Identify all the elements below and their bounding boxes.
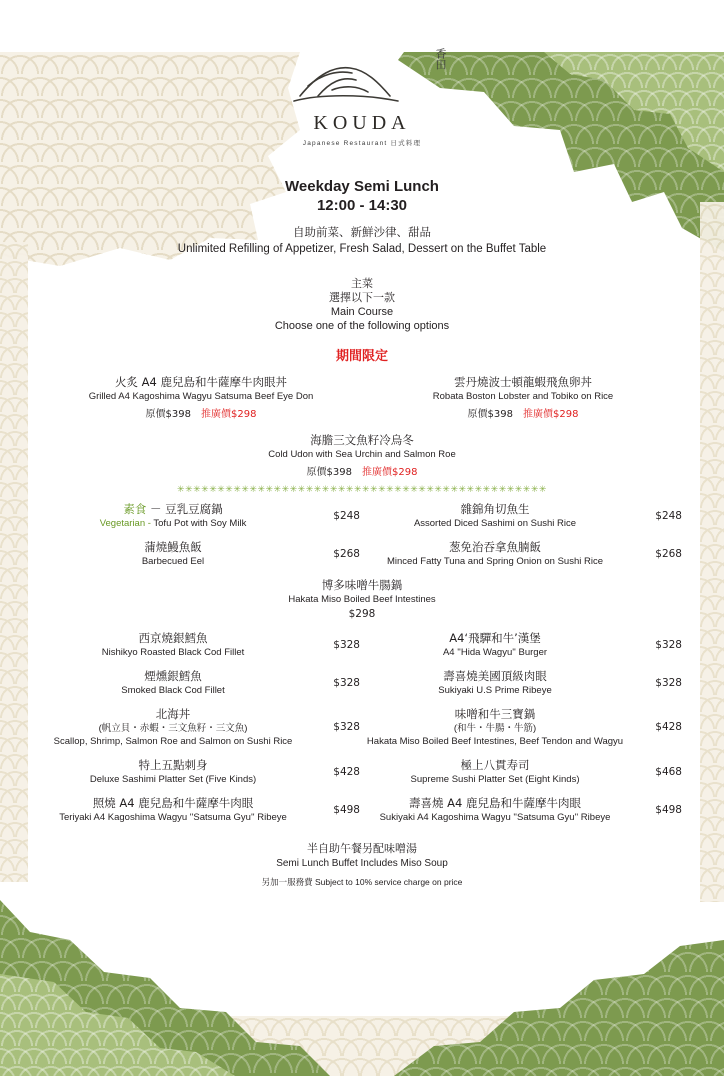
course-line-2: 選擇以下一款 <box>329 291 395 304</box>
item-name-cn: 特上五點刺身 <box>138 758 208 772</box>
item-price: $328 <box>333 676 360 689</box>
table-row <box>40 795 684 824</box>
item-price: $328 <box>333 721 360 733</box>
item-price: $428 <box>655 721 682 733</box>
course-line-3: Main Course <box>330 306 394 318</box>
course-line-4: Choose one of the following options <box>274 320 450 332</box>
item-name-sub: (和牛・牛腸・牛筋) <box>453 723 537 734</box>
menu-item <box>362 501 684 530</box>
item-name-en: Sukiyaki A4 Kagoshima Wagyu ''Satsuma Gyu'' Ribeye <box>379 812 611 823</box>
item-price: $268 <box>333 547 360 560</box>
menu-title: Weekday Semi Lunch <box>285 178 439 195</box>
promo-row <box>40 374 684 420</box>
item-name-cn: 煙燻銀鱈魚 <box>144 669 202 683</box>
item-name-en: Smoked Black Cod Fillet <box>121 685 225 696</box>
item-price: $328 <box>333 638 360 651</box>
item-name-cn: 壽喜燒美國頂級肉眼 <box>443 669 547 683</box>
vegetarian-label-cn: 素食 <box>123 502 147 516</box>
item-name-en: Minced Fatty Tuna and Spring Onion on Sushi Rice <box>387 556 603 567</box>
item-price: $268 <box>655 547 682 560</box>
item-name-en: Sukiyaki U.S Prime Ribeye <box>438 685 552 696</box>
menu-header <box>40 177 684 255</box>
item-name-en: Deluxe Sashimi Platter Set (Five Kinds) <box>89 774 257 785</box>
menu-items-grid <box>40 501 684 824</box>
item-price-line <box>40 463 684 478</box>
menu-item <box>362 539 684 568</box>
table-row <box>40 668 684 697</box>
logo-kanji: 香田 <box>434 48 447 70</box>
logo-subtitle: Japanese Restaurant 日式料理 <box>302 140 422 147</box>
item-promo-price: 推廣價$298 <box>201 409 257 420</box>
menu-item <box>362 706 684 748</box>
limited-time-label: 期間限定 <box>335 349 388 364</box>
menu-item <box>40 668 362 697</box>
item-price-line <box>40 405 362 420</box>
promo-item-udon <box>40 432 684 478</box>
item-price: $298 <box>348 608 376 620</box>
item-name-en: A4 ''Hida Wagyu'' Burger <box>442 647 548 658</box>
menu-item <box>40 706 362 748</box>
item-name-cn: A4‘飛驒和牛’漢堡 <box>449 631 541 645</box>
item-name-cn: 雲丹燒波士頓龍蝦飛魚卵丼 <box>454 375 592 389</box>
table-row <box>40 757 684 786</box>
item-name-cn: 海膽三文魚籽冷烏冬 <box>310 433 414 447</box>
course-line-1: 主菜 <box>351 277 373 290</box>
table-row <box>40 706 684 748</box>
item-name-en: Teriyaki A4 Kagoshima Wagyu ''Satsuma Gyu'' Ribeye <box>59 812 287 823</box>
item-promo-price: 推廣價$298 <box>523 409 579 420</box>
item-name-cn: 壽喜燒 A4 鹿兒島和牛薩摩牛肉眼 <box>409 796 581 810</box>
menu-item <box>362 757 684 786</box>
item-old-price: 原價$398 <box>306 467 352 478</box>
course-instructions <box>40 277 684 333</box>
item-name-cn: 火炙 A4 鹿兒島和牛薩摩牛肉眼丼 <box>115 375 287 389</box>
vegetarian-dash: － <box>150 502 162 516</box>
item-name-cn: 北海丼 <box>155 707 191 721</box>
menu-item <box>362 630 684 659</box>
table-row <box>40 501 684 530</box>
promo-item <box>362 374 684 420</box>
item-name-cn: 博多味噌牛腸鍋 <box>321 578 403 592</box>
promo-item <box>40 374 362 420</box>
item-name-sub: (帆立貝・赤蝦・三文魚籽・三文魚) <box>98 723 248 734</box>
item-name-cn: 照燒 A4 鹿兒島和牛薩摩牛肉眼 <box>92 796 254 810</box>
item-old-price: 原價$398 <box>467 409 513 420</box>
item-price: $498 <box>655 803 682 816</box>
menu-item <box>40 630 362 659</box>
wave-pattern-bottom-right <box>394 926 724 1076</box>
menu-item <box>40 501 362 530</box>
menu-time: 12:00 - 14:30 <box>316 197 408 214</box>
item-name-en: Scallop, Shrimp, Salmon Roe and Salmon on Sushi Rice <box>53 736 293 747</box>
item-name-cn: 豆乳豆腐鍋 <box>165 502 223 516</box>
vegetarian-label-en: Vegetarian - <box>99 518 151 529</box>
item-name-en: Hakata Miso Boiled Beef Intestines <box>288 594 436 605</box>
buffet-note-en: Unlimited Refilling of Appetizer, Fresh Salad, Dessert on the Buffet Table <box>177 243 547 255</box>
item-price: $428 <box>333 765 360 778</box>
menu-item <box>40 757 362 786</box>
menu-page <box>0 48 724 888</box>
item-price: $498 <box>333 803 360 816</box>
logo-wordmark: KOUDA <box>313 112 411 134</box>
item-price-line <box>362 405 684 420</box>
item-price: $248 <box>333 509 360 522</box>
decorative-divider: ✳✳✳✳✳✳✳✳✳✳✳✳✳✳✳✳✳✳✳✳✳✳✳✳✳✳✳✳✳✳✳✳✳✳✳✳✳✳✳✳✳✳✳✳✳✳ <box>177 484 547 494</box>
item-name-en: Grilled A4 Kagoshima Wagyu Satsuma Beef Eye Don <box>88 391 314 402</box>
table-row <box>40 539 684 568</box>
item-name-cn: 葱免治吞拿魚腩飯 <box>449 540 541 554</box>
item-old-price: 原價$398 <box>145 409 191 420</box>
item-price: $328 <box>655 638 682 651</box>
menu-item-center <box>40 577 684 620</box>
item-price: $328 <box>655 676 682 689</box>
menu-footer <box>40 840 684 888</box>
item-name-cn: 蒲燒鰻魚飯 <box>144 540 202 554</box>
service-charge-note: 另加一服務費 Subject to 10% service charge on price <box>261 877 463 887</box>
footer-line-2: Semi Lunch Buffet Includes Miso Soup <box>276 858 448 869</box>
item-name-en: Supreme Sushi Platter Set (Eight Kinds) <box>410 774 580 785</box>
menu-item <box>362 668 684 697</box>
item-name-cn: 極上八貫寿司 <box>460 758 530 772</box>
mountain-icon <box>272 48 452 110</box>
item-name-en: Hakata Miso Boiled Beef Intestines, Beef Tendon and Wagyu <box>366 736 624 747</box>
menu-item <box>40 539 362 568</box>
item-price: $468 <box>655 765 682 778</box>
item-name-en: Barbecued Eel <box>141 556 205 567</box>
item-name-cn: 雜錦角切魚生 <box>460 502 530 516</box>
item-name-en: Nishikyo Roasted Black Cod Fillet <box>101 647 245 658</box>
item-name-cn: 味噌和牛三寶鍋 <box>454 707 536 721</box>
buffet-note-cn: 自助前菜、新鮮沙律、甜品 <box>293 225 431 239</box>
item-price: $248 <box>655 509 682 522</box>
item-name-en: Tofu Pot with Soy Milk <box>153 518 247 529</box>
item-name-cn: 西京燒銀鱈魚 <box>138 631 208 645</box>
item-promo-price: 推廣價$298 <box>362 467 418 478</box>
footer-line-1: 半自助午餐另配味噌湯 <box>307 842 417 855</box>
item-name-en: Robata Boston Lobster and Tobiko on Rice <box>432 391 614 402</box>
item-name-en: Cold Udon with Sea Urchin and Salmon Roe <box>268 449 456 460</box>
item-name-en: Assorted Diced Sashimi on Sushi Rice <box>413 518 577 529</box>
restaurant-logo <box>272 48 452 147</box>
table-row <box>40 630 684 659</box>
menu-item <box>362 795 684 824</box>
menu-item <box>40 795 362 824</box>
